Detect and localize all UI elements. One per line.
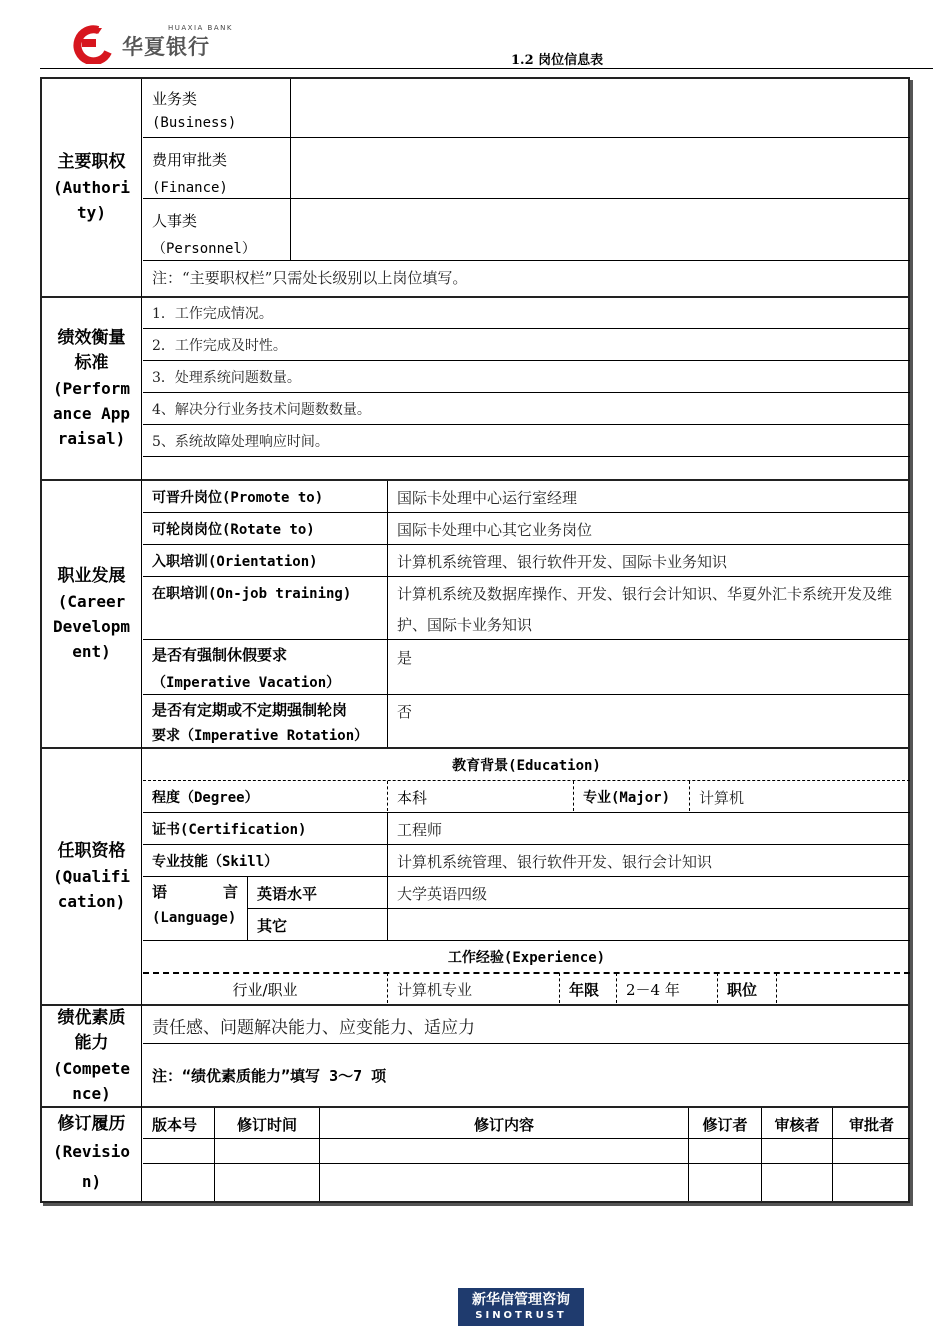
promote-to-value: 国际卡处理中心运行室经理 <box>397 489 578 507</box>
major-label: 专业(Major) <box>583 790 671 806</box>
vacation-label-zh: 是否有强制休假要求 <box>152 646 288 664</box>
row-divider <box>143 1043 910 1044</box>
authority-note: 注：“主要职权栏”只需处长级别以上岗位填写。 <box>152 269 468 287</box>
authority-personnel-label <box>143 203 289 259</box>
row-divider <box>143 940 910 941</box>
row-divider <box>143 260 910 261</box>
qualification-label-zh: 任职资格 <box>57 841 126 861</box>
performance-item-6[interactable] <box>143 457 910 479</box>
revision-header-reviser: 修订者 <box>702 1116 748 1134</box>
row-divider <box>143 392 910 393</box>
on-job-training-value: 计算机系统及数据库操作、开发、银行会计知识、华夏外汇卡系统开发及维护、国际卡业务知识 <box>397 585 893 634</box>
section-divider <box>142 1106 910 1108</box>
row-divider <box>248 908 910 909</box>
education-title: 教育背景(Education) <box>452 758 601 774</box>
rotation-label-en: 要求（Imperative Rotation） <box>152 728 369 744</box>
bank-name-zh: 华夏银行 <box>122 35 210 59</box>
row-divider <box>143 576 910 577</box>
skill-value: 计算机系统管理、银行软件开发、银行会计知识 <box>397 853 713 871</box>
rotation-label-zh: 是否有定期或不定期强制轮岗 <box>152 701 348 719</box>
sinotrust-logo <box>458 1288 584 1326</box>
row-divider <box>143 424 910 425</box>
promote-to-label: 可晋升岗位(Promote to) <box>152 490 324 506</box>
row-divider <box>143 876 910 877</box>
performance-item-4: 4、解决分行业务技术问题数数量。 <box>152 402 371 418</box>
revision-label-en: (Revision) <box>52 1142 131 1191</box>
position-value[interactable] <box>777 975 910 1005</box>
other-language-value[interactable] <box>388 911 910 940</box>
degree-value: 本科 <box>397 789 428 807</box>
authority-section-label <box>42 79 142 298</box>
authority-label-zh: 主要职权 <box>57 152 126 172</box>
rotate-to-label: 可轮岗岗位(Rotate to) <box>152 522 315 538</box>
row-divider-dashed <box>143 972 910 974</box>
section-divider <box>142 296 910 298</box>
revision-label-zh: 修订履历 <box>57 1114 126 1134</box>
competence-value: 责任感、问题解决能力、应变能力、适应力 <box>152 1018 475 1038</box>
position-label: 职位 <box>727 981 758 999</box>
row-divider <box>143 544 910 545</box>
competence-note: 注：“绩优素质能力”填写 3～7 项 <box>152 1067 387 1085</box>
imperative-rotation-label <box>143 695 387 747</box>
language-label-zh-2: 言 <box>222 883 238 901</box>
performance-section-label <box>42 298 142 481</box>
row-divider-dashed <box>143 780 910 781</box>
authority-finance-value[interactable] <box>290 138 910 198</box>
language-label-zh-1: 语 <box>152 883 168 901</box>
revision-header-content: 修订内容 <box>473 1116 534 1134</box>
certification-value: 工程师 <box>397 821 443 839</box>
authority-business-value[interactable] <box>290 81 910 137</box>
qualification-section-label <box>42 749 142 1006</box>
english-level-label: 英语水平 <box>257 885 318 903</box>
authority-finance-label <box>143 142 289 198</box>
document-title: 1.2 岗位信息表 <box>511 53 604 68</box>
row-divider <box>143 360 910 361</box>
personnel-label-en: （Personnel） <box>152 241 256 257</box>
business-label-en: (Business) <box>152 115 237 131</box>
authority-personnel-value[interactable] <box>290 199 910 259</box>
page-header <box>0 0 950 72</box>
certification-label: 证书(Certification) <box>152 822 307 838</box>
personnel-label-zh: 人事类 <box>152 212 198 230</box>
on-job-training-label: 在职培训(On-job training) <box>152 586 352 602</box>
revision-header-version: 版本号 <box>152 1116 198 1134</box>
performance-item-5: 5、系统故障处理响应时间。 <box>152 434 329 450</box>
career-section-label <box>42 481 142 749</box>
authority-business-label <box>143 83 289 137</box>
performance-label-zh: 绩效衡量标准 <box>57 328 126 373</box>
row-divider <box>143 1163 910 1164</box>
years-value: 2－4 年 <box>626 981 680 999</box>
row-divider <box>143 844 910 845</box>
revision-header-approver: 审批者 <box>848 1116 894 1134</box>
authority-label-en: (Authority) <box>52 178 131 222</box>
performance-label-en: (Performance Appraisal) <box>52 379 131 448</box>
language-label <box>143 877 247 939</box>
performance-item-1: 1．工作完成情况。 <box>152 306 273 322</box>
competence-label-zh: 绩优素质能力 <box>57 1008 126 1053</box>
major-value: 计算机 <box>699 789 745 807</box>
section-divider <box>142 747 910 749</box>
english-level-value: 大学英语四级 <box>397 885 488 903</box>
vacation-label-en: （Imperative Vacation） <box>152 675 341 691</box>
finance-label-zh: 费用审批类 <box>152 151 228 169</box>
competence-section-label <box>42 1006 142 1108</box>
sinotrust-logo-en: SINOTRUST <box>475 1310 567 1321</box>
imperative-vacation-label <box>143 641 387 695</box>
career-label-en: (Career Development) <box>52 592 131 661</box>
qualification-label-en: (Qualification) <box>52 867 131 911</box>
language-label-en: (Language) <box>152 910 237 926</box>
revision-section-label <box>42 1108 142 1201</box>
row-divider <box>143 639 910 640</box>
performance-item-3: 3．处理系统问题数量。 <box>152 370 301 386</box>
row-divider <box>143 512 910 513</box>
years-label: 年限 <box>569 981 600 999</box>
degree-label: 程度（Degree） <box>152 790 259 806</box>
industry-label: 行业/职业 <box>232 981 298 999</box>
finance-label-en: (Finance) <box>152 180 228 196</box>
bank-name-en: HUAXIA BANK <box>168 24 233 32</box>
rotate-to-value: 国际卡处理中心其它业务岗位 <box>397 521 593 539</box>
industry-value: 计算机专业 <box>397 981 473 999</box>
career-label-zh: 职业发展 <box>57 566 126 586</box>
business-label-zh: 业务类 <box>152 90 198 108</box>
row-divider <box>143 328 910 329</box>
header-divider <box>40 68 933 69</box>
sinotrust-logo-zh: 新华信管理咨询 <box>472 1292 570 1308</box>
imperative-vacation-value: 是 <box>397 649 413 667</box>
competence-label-en: (Competence) <box>52 1059 131 1103</box>
experience-title: 工作经验(Experience) <box>447 950 606 966</box>
row-divider <box>143 1138 910 1139</box>
skill-label: 专业技能（Skill） <box>152 854 279 870</box>
orientation-label: 入职培训(Orientation) <box>152 554 318 570</box>
orientation-value: 计算机系统管理、银行软件开发、国际卡业务知识 <box>397 553 728 571</box>
section-divider <box>142 1004 910 1006</box>
imperative-rotation-value: 否 <box>397 703 413 721</box>
revision-header-date: 修订时间 <box>236 1116 297 1134</box>
position-info-form <box>40 77 910 1203</box>
section-divider <box>142 479 910 481</box>
column-divider <box>290 79 291 260</box>
other-language-label: 其它 <box>257 917 288 935</box>
row-divider <box>143 812 910 813</box>
revision-header-reviewer: 审核者 <box>774 1116 820 1134</box>
performance-item-2: 2．工作完成及时性。 <box>152 338 287 354</box>
